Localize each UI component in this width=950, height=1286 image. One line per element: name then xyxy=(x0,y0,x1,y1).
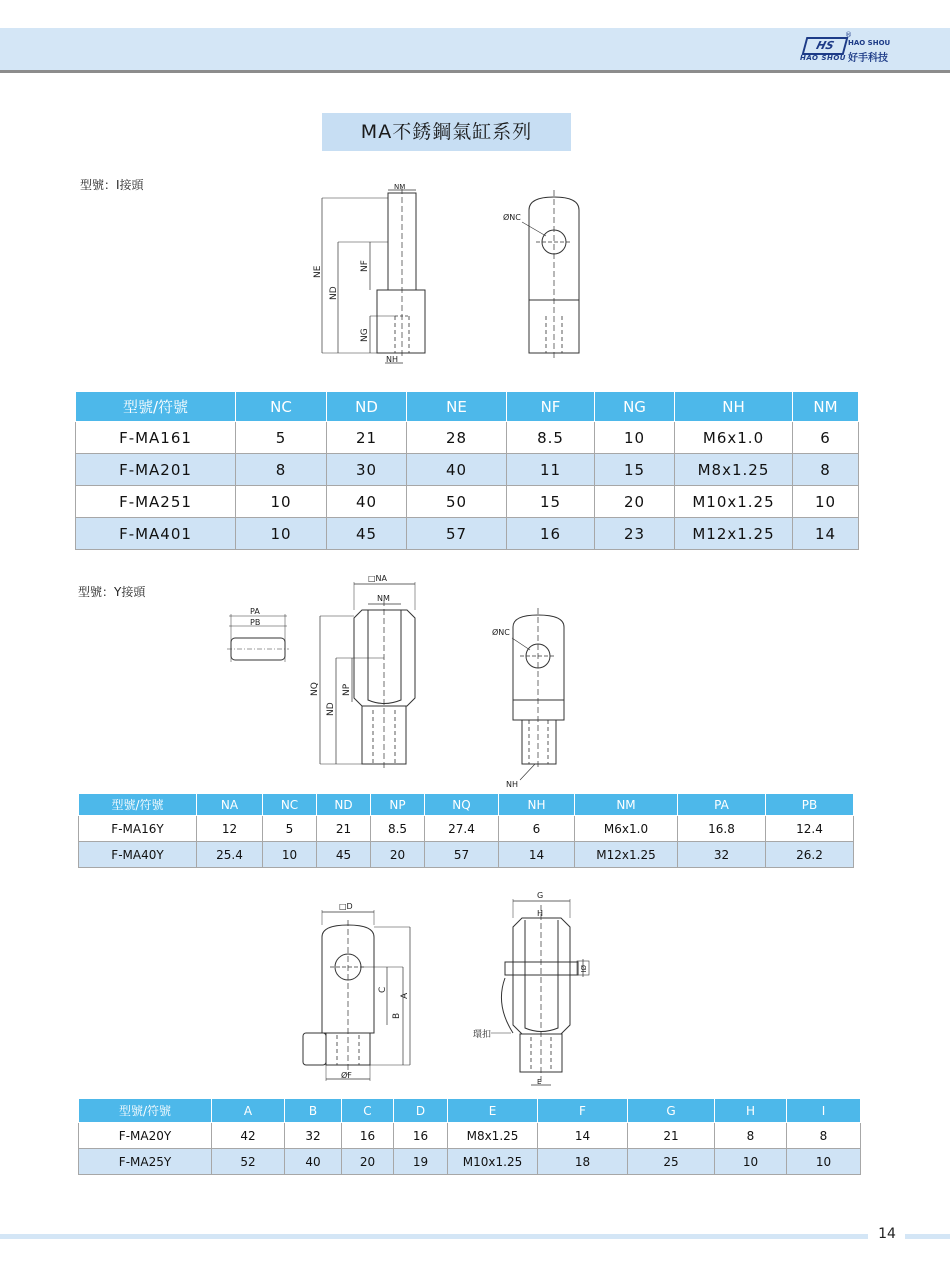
footer-line-left xyxy=(0,1234,868,1239)
brand-mark-subtitle: HAO SHOU xyxy=(800,54,846,62)
table-header: NG xyxy=(595,392,675,422)
table-cell: 14 xyxy=(793,518,859,550)
table-cell: 27.4 xyxy=(425,816,499,842)
table-cell: 40 xyxy=(407,454,507,486)
table-row xyxy=(79,816,854,842)
table-cell: 40 xyxy=(327,486,407,518)
y-joint-spec-table xyxy=(78,793,854,868)
table-cell: 57 xyxy=(425,842,499,868)
table-cell: F-MA161 xyxy=(76,422,236,454)
y-joint-diagram xyxy=(215,570,585,790)
dim-label-h: H xyxy=(537,909,544,918)
table-cell: 19 xyxy=(394,1149,448,1175)
table-cell: 14 xyxy=(538,1123,628,1149)
table-cell: 6 xyxy=(499,816,575,842)
table-header: ND xyxy=(327,392,407,422)
table-header: NC xyxy=(263,794,317,816)
table-cell: 8 xyxy=(715,1123,787,1149)
table-row xyxy=(76,486,859,518)
dim-label-nh: NH xyxy=(386,355,398,364)
table-header: F xyxy=(538,1099,628,1123)
table-header: 型號/符號 xyxy=(79,794,197,816)
table-cell: M10x1.25 xyxy=(448,1149,538,1175)
table-header: NP xyxy=(371,794,425,816)
dim-label-np: NP xyxy=(342,683,352,696)
table-cell: 10 xyxy=(263,842,317,868)
table-cell: 57 xyxy=(407,518,507,550)
table-cell: 16 xyxy=(342,1123,394,1149)
table-cell: F-MA401 xyxy=(76,518,236,550)
table-cell: F-MA20Y xyxy=(79,1123,212,1149)
table-header: NH xyxy=(499,794,575,816)
page-number: 14 xyxy=(878,1226,896,1242)
dim-label-pa: PA xyxy=(250,607,260,616)
table-cell: 52 xyxy=(212,1149,285,1175)
table-cell: 20 xyxy=(342,1149,394,1175)
table-cell: M8x1.25 xyxy=(675,454,793,486)
table-cell: 42 xyxy=(212,1123,285,1149)
table-cell: 10 xyxy=(793,486,859,518)
table-cell: 8.5 xyxy=(371,816,425,842)
table-cell: 16.8 xyxy=(678,816,766,842)
table-cell: 25 xyxy=(628,1149,715,1175)
dim-label-f: ØF xyxy=(341,1071,352,1080)
table-cell: M6x1.0 xyxy=(575,816,678,842)
table-header: G xyxy=(628,1099,715,1123)
dim-label-nq: NQ xyxy=(310,682,320,696)
table-header: NM xyxy=(793,392,859,422)
table-cell: 8 xyxy=(787,1123,861,1149)
dim-label-nd: ND xyxy=(326,702,336,716)
dim-label-ne: NE xyxy=(313,265,323,278)
table-cell: 12.4 xyxy=(766,816,854,842)
table-header: NH xyxy=(675,392,793,422)
table-header: PA xyxy=(678,794,766,816)
table-cell: 25.4 xyxy=(197,842,263,868)
table-cell: 15 xyxy=(595,454,675,486)
y-joint-clip-spec-table xyxy=(78,1098,861,1175)
table-cell: F-MA251 xyxy=(76,486,236,518)
table-cell: M8x1.25 xyxy=(448,1123,538,1149)
table-cell: F-MA40Y xyxy=(79,842,197,868)
table-cell: M10x1.25 xyxy=(675,486,793,518)
table-cell: 10 xyxy=(595,422,675,454)
table-cell: 20 xyxy=(595,486,675,518)
dim-label-d: □D xyxy=(339,902,353,911)
table-cell: 30 xyxy=(327,454,407,486)
table-header: NC xyxy=(236,392,327,422)
table-header: B xyxy=(285,1099,342,1123)
table-cell: 16 xyxy=(507,518,595,550)
registered-mark: ® xyxy=(845,31,852,39)
dim-label-b: B xyxy=(392,1012,402,1019)
table-header-row xyxy=(79,1099,861,1123)
table-row xyxy=(79,1123,861,1149)
table-cell: 8 xyxy=(793,454,859,486)
table-header: E xyxy=(448,1099,538,1123)
table-header: NE xyxy=(407,392,507,422)
dim-label-nc: ØNC xyxy=(492,628,510,637)
table-header: ND xyxy=(317,794,371,816)
brand-logo xyxy=(800,31,910,65)
table-cell: 10 xyxy=(236,518,327,550)
brand-name-en: HAO SHOU xyxy=(848,39,891,47)
table-cell: 45 xyxy=(317,842,371,868)
table-cell: F-MA16Y xyxy=(79,816,197,842)
i-joint-spec-table xyxy=(75,391,859,550)
table-row xyxy=(76,518,859,550)
dim-label-nm: NM xyxy=(394,183,406,191)
table-cell: 21 xyxy=(327,422,407,454)
table-cell: 10 xyxy=(236,486,327,518)
table-cell: 12 xyxy=(197,816,263,842)
table-row xyxy=(76,454,859,486)
table-cell: 23 xyxy=(595,518,675,550)
table-cell: 32 xyxy=(678,842,766,868)
table-header: 型號/符號 xyxy=(76,392,236,422)
table-header: I xyxy=(787,1099,861,1123)
page-title: MA不銹鋼氣缸系列 xyxy=(322,113,571,151)
table-header: NA xyxy=(197,794,263,816)
dim-label-nd: ND xyxy=(329,286,339,300)
table-header: H xyxy=(715,1099,787,1123)
footer-line-right xyxy=(905,1234,950,1239)
dim-label-nf: NF xyxy=(360,260,370,272)
dim-label-na: □NA xyxy=(368,574,388,583)
table-cell: 21 xyxy=(628,1123,715,1149)
dim-label-nm: NM xyxy=(377,594,390,603)
section-label-i-joint: 型號：I接頭 xyxy=(80,178,144,192)
table-cell: M6x1.0 xyxy=(675,422,793,454)
dim-label-clip: 環扣 xyxy=(473,1030,492,1040)
table-cell: 10 xyxy=(715,1149,787,1175)
dim-label-nh: NH xyxy=(506,780,518,789)
table-cell: 5 xyxy=(263,816,317,842)
table-cell: 18 xyxy=(538,1149,628,1175)
dim-label-pb: PB xyxy=(250,618,261,627)
table-cell: 8 xyxy=(236,454,327,486)
table-cell: 8.5 xyxy=(507,422,595,454)
table-cell: F-MA25Y xyxy=(79,1149,212,1175)
table-cell: 16 xyxy=(394,1123,448,1149)
table-header: D xyxy=(394,1099,448,1123)
table-header: PB xyxy=(766,794,854,816)
table-cell: 45 xyxy=(327,518,407,550)
dim-label-g: G xyxy=(537,891,544,900)
dim-label-ng: NG xyxy=(360,328,370,342)
table-cell: 10 xyxy=(787,1149,861,1175)
table-header: C xyxy=(342,1099,394,1123)
table-cell: 26.2 xyxy=(766,842,854,868)
table-header: NF xyxy=(507,392,595,422)
dim-label-a: A xyxy=(400,992,410,999)
i-joint-diagram xyxy=(300,180,600,370)
table-cell: 28 xyxy=(407,422,507,454)
table-cell: F-MA201 xyxy=(76,454,236,486)
dim-label-nc: ØNC xyxy=(503,213,521,222)
table-header: 型號/符號 xyxy=(79,1099,212,1123)
dim-label-c: C xyxy=(378,986,388,993)
table-header: NQ xyxy=(425,794,499,816)
table-row xyxy=(76,422,859,454)
y-joint-clip-diagram xyxy=(295,885,615,1090)
table-header-row xyxy=(79,794,854,816)
brand-mark: HS xyxy=(802,37,849,55)
table-cell: 15 xyxy=(507,486,595,518)
table-cell: 21 xyxy=(317,816,371,842)
table-header-row xyxy=(76,392,859,422)
table-header: A xyxy=(212,1099,285,1123)
table-row xyxy=(79,842,854,868)
dim-label-i: ØI xyxy=(579,965,587,973)
table-cell: 5 xyxy=(236,422,327,454)
header-divider xyxy=(0,70,950,73)
dim-label-e: E xyxy=(537,1078,542,1086)
table-cell: 40 xyxy=(285,1149,342,1175)
table-cell: 14 xyxy=(499,842,575,868)
table-cell: M12x1.25 xyxy=(675,518,793,550)
table-cell: 50 xyxy=(407,486,507,518)
brand-name-cn: 好手科技 xyxy=(848,53,888,64)
table-cell: 20 xyxy=(371,842,425,868)
section-label-y-joint: 型號：Y接頭 xyxy=(78,585,146,599)
table-cell: 6 xyxy=(793,422,859,454)
table-cell: M12x1.25 xyxy=(575,842,678,868)
table-row xyxy=(79,1149,861,1175)
table-cell: 11 xyxy=(507,454,595,486)
table-cell: 32 xyxy=(285,1123,342,1149)
table-header: NM xyxy=(575,794,678,816)
